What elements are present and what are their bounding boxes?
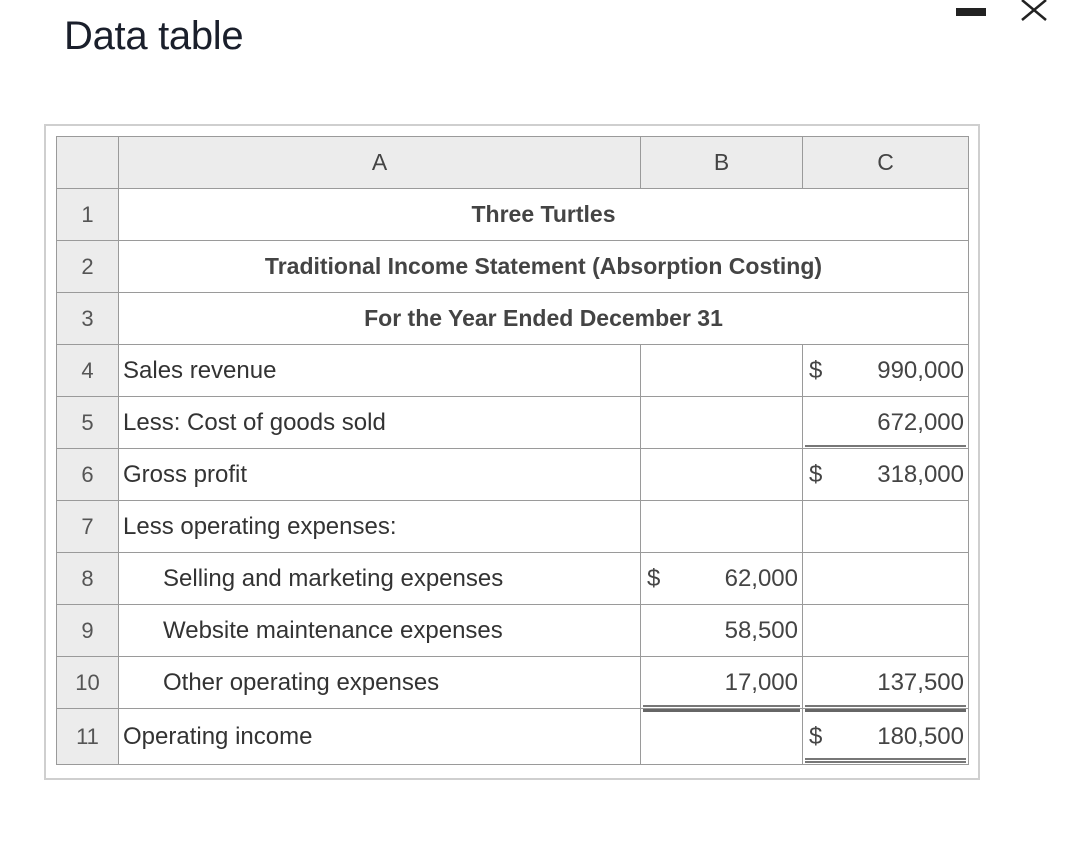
cell-value: 318,000 <box>877 460 964 488</box>
cell-value: 137,500 <box>877 668 964 696</box>
cell-b <box>641 449 803 501</box>
income-statement-table <box>56 136 969 765</box>
row-label: Less: Cost of goods sold <box>119 397 641 449</box>
cell-c <box>803 553 969 605</box>
row-number: 4 <box>57 345 119 397</box>
row-label: Sales revenue <box>119 345 641 397</box>
close-icon <box>1018 0 1052 22</box>
cell-value: 58,500 <box>724 616 798 644</box>
column-header-b: B <box>641 137 803 189</box>
cell-c <box>803 605 969 657</box>
cell-value: 17,000 <box>724 668 798 696</box>
cell-value: 672,000 <box>877 408 964 436</box>
cell-b <box>641 709 803 765</box>
dollar-sign: $ <box>809 356 823 384</box>
dollar-sign: $ <box>809 722 823 750</box>
company-name: Three Turtles <box>119 189 969 241</box>
table-row <box>57 293 969 345</box>
cell-b <box>641 553 803 605</box>
row-number: 6 <box>57 449 119 501</box>
cell-c <box>803 397 969 449</box>
cell-b <box>641 501 803 553</box>
cell-value: 990,000 <box>877 356 964 384</box>
table-row <box>57 189 969 241</box>
row-label: Other operating expenses <box>119 657 641 709</box>
column-header-row <box>57 137 969 189</box>
column-header-a: A <box>119 137 641 189</box>
cell-b <box>641 605 803 657</box>
minimize-icon <box>956 8 986 16</box>
row-label: Gross profit <box>119 449 641 501</box>
table-row <box>57 709 969 765</box>
dialog-title: Data table <box>64 14 244 58</box>
table-row <box>57 241 969 293</box>
table-row <box>57 553 969 605</box>
row-number: 5 <box>57 397 119 449</box>
row-number: 10 <box>57 657 119 709</box>
dollar-sign: $ <box>809 460 823 488</box>
dollar-sign: $ <box>647 564 661 592</box>
cell-c <box>803 345 969 397</box>
column-header-c: C <box>803 137 969 189</box>
table-row <box>57 605 969 657</box>
minimize-button[interactable] <box>956 6 986 18</box>
row-number: 7 <box>57 501 119 553</box>
row-number: 8 <box>57 553 119 605</box>
cell-b <box>641 657 803 709</box>
row-number: 9 <box>57 605 119 657</box>
statement-period: For the Year Ended December 31 <box>119 293 969 345</box>
row-number: 11 <box>57 709 119 765</box>
cell-c <box>803 657 969 709</box>
table-row <box>57 501 969 553</box>
row-label: Selling and marketing expenses <box>119 553 641 605</box>
row-number: 3 <box>57 293 119 345</box>
cell-value: 62,000 <box>724 564 798 592</box>
row-number: 2 <box>57 241 119 293</box>
table-row <box>57 449 969 501</box>
cell-c <box>803 501 969 553</box>
table-row <box>57 397 969 449</box>
corner-cell <box>57 137 119 189</box>
row-number: 1 <box>57 189 119 241</box>
row-label: Website maintenance expenses <box>119 605 641 657</box>
row-label: Operating income <box>119 709 641 765</box>
cell-c <box>803 449 969 501</box>
cell-b <box>641 345 803 397</box>
table-row <box>57 345 969 397</box>
table-row <box>57 657 969 709</box>
close-button[interactable] <box>1018 0 1052 22</box>
cell-c <box>803 709 969 765</box>
statement-title: Traditional Income Statement (Absorption Costing) <box>119 241 969 293</box>
cell-value: 180,500 <box>877 722 964 750</box>
cell-b <box>641 397 803 449</box>
row-label: Less operating expenses: <box>119 501 641 553</box>
